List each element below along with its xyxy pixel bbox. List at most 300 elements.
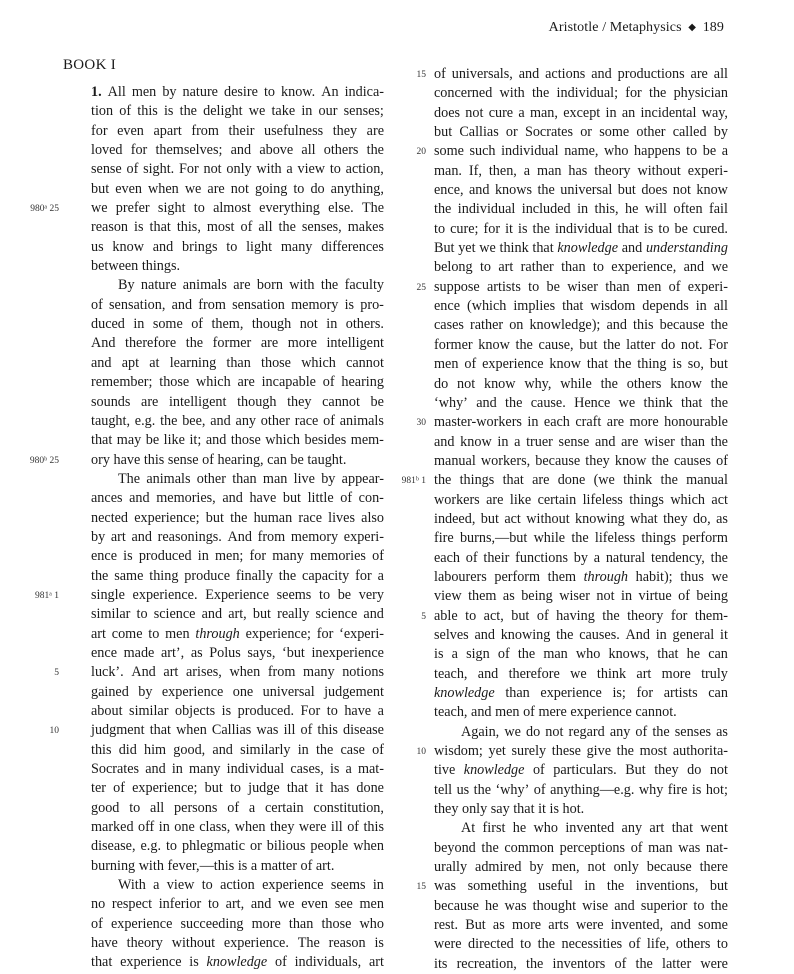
word: some: [434, 143, 464, 160]
word: class,: [199, 819, 231, 836]
word: experi-: [343, 528, 384, 545]
word: thing: [149, 567, 179, 584]
word: for: [130, 142, 148, 159]
word: the: [505, 394, 523, 411]
text-line: [434, 181, 728, 200]
word: understanding: [645, 240, 728, 257]
word: by: [162, 84, 177, 100]
text-line: [434, 316, 728, 335]
word: For: [300, 703, 321, 719]
word: do,: [692, 510, 711, 527]
word: things: [641, 530, 677, 547]
word: inferior: [158, 896, 202, 913]
word: a: [593, 549, 601, 566]
text-line: [434, 510, 728, 529]
word: And: [227, 528, 252, 545]
word: each: [434, 549, 460, 566]
word: sight: [157, 200, 186, 217]
word: without: [526, 510, 570, 527]
word: art’,: [160, 644, 185, 661]
word: but: [617, 182, 636, 199]
word: latter: [662, 955, 692, 972]
word: and: [594, 433, 616, 450]
text-line: [91, 528, 384, 547]
word: useful: [538, 878, 573, 895]
word: those: [261, 354, 291, 371]
word: in: [584, 878, 596, 895]
word: in: [301, 103, 313, 120]
word: science: [153, 606, 196, 623]
word: experience.: [223, 935, 289, 952]
word: being: [696, 588, 728, 605]
word: similarly: [240, 741, 291, 758]
word: knowing: [575, 510, 625, 527]
word: to: [129, 799, 141, 816]
word: our: [318, 103, 338, 120]
word: matter: [260, 857, 297, 874]
text-line: [91, 393, 384, 412]
text-line: [91, 741, 384, 760]
word: through: [195, 625, 240, 642]
text-line: [91, 760, 384, 779]
word: and: [152, 238, 174, 255]
word: universals,: [451, 66, 513, 82]
word: The: [361, 200, 384, 217]
word: who: [575, 646, 601, 663]
word: the: [710, 897, 728, 914]
word: ence: [91, 548, 117, 565]
word: the: [649, 85, 667, 102]
word: with: [499, 85, 525, 102]
word: nected: [91, 509, 129, 526]
word: any: [235, 412, 257, 429]
word: functions: [515, 549, 568, 566]
text-line: [91, 876, 384, 895]
word: something: [467, 878, 527, 895]
word: do: [661, 336, 676, 353]
word: desire: [224, 84, 258, 100]
word: was: [434, 878, 457, 895]
text-line: [434, 781, 728, 800]
word: objects: [174, 703, 216, 719]
word: they: [269, 819, 295, 836]
word: men: [165, 625, 190, 642]
word: fever,—this: [167, 857, 235, 874]
left-column: [29, 83, 384, 973]
word: even: [301, 896, 329, 913]
word: fire: [434, 530, 454, 547]
word: and: [201, 606, 223, 623]
word: of: [536, 607, 549, 624]
word: experience;: [134, 509, 200, 526]
word: individuals,: [294, 954, 362, 971]
word: theory: [627, 607, 664, 624]
word: of: [497, 646, 510, 663]
word: man.: [434, 162, 462, 179]
word: born: [256, 277, 283, 294]
word: universal: [560, 182, 613, 199]
word: incidental: [640, 104, 697, 121]
word: cannot.: [635, 704, 677, 721]
word: e.g.: [140, 838, 161, 855]
word: and: [606, 317, 627, 334]
word: at: [149, 354, 160, 371]
word: they: [434, 801, 459, 818]
word: do: [687, 762, 702, 779]
word: wise: [582, 897, 609, 914]
word: made: [123, 644, 155, 661]
word: that: [671, 820, 694, 837]
word: bilious: [266, 838, 306, 855]
word: memory: [290, 528, 339, 545]
word: experience: [110, 915, 173, 932]
word: not: [709, 762, 728, 779]
word: directed: [468, 936, 514, 953]
word: is: [434, 646, 444, 663]
word: many: [189, 761, 221, 778]
word: a: [377, 703, 384, 719]
word: marked: [91, 819, 134, 836]
word: so,: [687, 356, 704, 373]
word: the: [537, 182, 555, 199]
text-line: [91, 895, 384, 914]
text-line: [91, 373, 384, 392]
word: others: [675, 936, 711, 953]
word: wiser: [644, 433, 675, 450]
word: not: [596, 588, 615, 605]
word: these: [551, 743, 581, 760]
word: men;: [215, 548, 244, 565]
word: them: [468, 588, 497, 605]
word: wiser: [567, 278, 598, 295]
word: have: [344, 703, 372, 719]
word: very: [358, 586, 384, 603]
word: to: [686, 143, 698, 160]
text-line: [434, 123, 728, 142]
word: selves: [434, 626, 469, 643]
word: ‘but: [282, 644, 305, 661]
word: as: [502, 588, 515, 605]
word: nature: [140, 277, 177, 294]
right-column: [401, 65, 728, 974]
word: art: [636, 665, 652, 682]
word: differences: [321, 238, 384, 255]
word: were: [298, 819, 327, 836]
word: similar: [129, 703, 169, 719]
word: off: [138, 819, 155, 836]
word: that: [286, 780, 309, 797]
word: of: [372, 548, 384, 565]
word: pro-: [360, 296, 384, 313]
word: artists: [663, 685, 698, 701]
word: apt: [121, 354, 140, 371]
word: of: [119, 103, 132, 120]
word: recreation,: [456, 955, 517, 972]
text-line: [91, 489, 384, 508]
word: really: [277, 606, 310, 623]
word: was: [678, 839, 701, 856]
word: experience: [262, 877, 324, 894]
word: the: [434, 472, 452, 489]
word: us: [91, 238, 104, 255]
word: and: [621, 240, 643, 257]
word: burns,—but: [459, 530, 528, 547]
text-line: [434, 258, 728, 277]
word: are: [207, 180, 225, 197]
word: inexperience: [311, 644, 384, 661]
word: know: [614, 452, 647, 469]
word: cured.: [692, 220, 728, 237]
text-line: [416, 413, 728, 432]
text-line: [49, 721, 384, 740]
text-line: [434, 491, 728, 510]
word: that: [91, 954, 113, 971]
word: experience: [482, 356, 544, 373]
line-number: 15: [416, 882, 426, 893]
word: lives: [328, 509, 355, 526]
word: the: [660, 472, 678, 489]
text-line: [91, 218, 384, 237]
word: it: [505, 220, 513, 237]
word: particulars.: [553, 762, 617, 779]
word: and: [670, 917, 691, 934]
word: to: [193, 200, 205, 217]
word: good: [91, 799, 120, 816]
word: did: [118, 741, 137, 758]
word: knows: [494, 182, 533, 199]
text-line: [434, 433, 728, 452]
word: ill: [330, 819, 343, 836]
word: who: [359, 915, 384, 932]
word: judgment: [91, 722, 145, 739]
word: that: [586, 356, 609, 373]
word: their: [228, 122, 255, 139]
word: some: [599, 124, 630, 141]
word: in: [372, 877, 384, 894]
word: it: [720, 626, 728, 643]
word: those: [159, 374, 190, 391]
word: bee,: [182, 412, 206, 429]
word: and: [212, 741, 233, 758]
word: that: [532, 240, 554, 257]
word: perform: [682, 530, 728, 547]
word: and: [131, 528, 152, 545]
word: because: [535, 452, 581, 469]
word: but: [709, 356, 728, 373]
word: the: [315, 741, 334, 758]
word: labourers: [434, 568, 487, 585]
word: produced: [138, 548, 192, 565]
word: but: [205, 509, 224, 526]
text-line: [434, 723, 728, 742]
word: view: [434, 588, 462, 605]
word: in: [171, 761, 183, 778]
word: for: [355, 567, 372, 584]
word: individual;: [556, 85, 619, 102]
word: hearing: [341, 374, 384, 391]
word: not: [299, 316, 318, 333]
text-line: [91, 683, 384, 702]
word: knowledge: [206, 954, 268, 971]
text-line: [54, 663, 384, 682]
word: like: [509, 491, 532, 508]
word: Socrates: [524, 124, 574, 141]
word: is: [221, 703, 232, 719]
word: taught.: [307, 451, 347, 468]
word: a: [153, 877, 160, 894]
word: knowing: [500, 626, 551, 643]
word: there: [699, 859, 728, 876]
word: because: [659, 317, 705, 334]
word: is: [134, 219, 144, 236]
word: a: [451, 646, 458, 663]
word: latter: [626, 336, 656, 353]
word: does: [641, 182, 668, 199]
word: to: [592, 259, 604, 276]
word: man: [543, 646, 568, 663]
word: one: [174, 819, 195, 836]
text-line: [91, 779, 384, 798]
word: he: [686, 646, 701, 663]
word: And: [131, 664, 156, 681]
word: know: [478, 336, 510, 353]
word: of: [322, 374, 335, 391]
text-line: [91, 102, 384, 121]
word: anything,: [330, 180, 384, 197]
word: in: [695, 298, 707, 315]
word: was: [504, 897, 527, 914]
word: to: [329, 161, 341, 178]
word: with: [256, 161, 282, 178]
word: perform: [494, 568, 541, 585]
word: they: [654, 762, 679, 779]
word: and: [230, 142, 252, 159]
word: with: [289, 277, 315, 294]
word: they: [287, 393, 312, 410]
word: on: [509, 317, 524, 334]
word: think: [643, 394, 673, 411]
word: for: [91, 122, 108, 139]
word: they: [585, 452, 610, 469]
word: of: [202, 451, 214, 468]
word: life,: [646, 936, 670, 953]
word: tive: [434, 762, 456, 779]
word: other: [196, 470, 226, 487]
word: a: [377, 567, 384, 584]
word: without: [637, 162, 681, 179]
text-line: [434, 200, 728, 219]
word: seems: [276, 586, 312, 603]
word: For: [179, 161, 199, 178]
word: of: [227, 799, 240, 816]
line-number: 20: [416, 147, 426, 158]
word: of: [465, 549, 478, 566]
word: we: [278, 896, 295, 913]
text-line: [91, 412, 384, 431]
word: to: [263, 84, 275, 100]
word: then,: [488, 162, 517, 179]
word: than: [605, 278, 630, 295]
word: when: [229, 664, 261, 681]
word: honourable: [664, 414, 728, 431]
word: suppose: [434, 278, 480, 295]
word: belong: [434, 259, 473, 276]
word: good,: [173, 741, 206, 758]
word: learning: [169, 354, 217, 371]
word: produced.: [237, 703, 294, 719]
word: know: [696, 182, 728, 199]
word: know: [112, 238, 144, 255]
word: some: [152, 316, 183, 333]
word: through: [583, 568, 629, 585]
word: and: [477, 665, 499, 682]
word: If,: [468, 162, 482, 179]
word: called: [672, 124, 707, 141]
word: truer: [526, 433, 553, 450]
word: are: [690, 66, 708, 82]
word: admired: [475, 859, 522, 876]
word: which: [196, 374, 231, 391]
word: as: [190, 644, 203, 661]
word: many: [280, 238, 313, 255]
text-line: [35, 586, 384, 605]
word: of: [668, 278, 681, 295]
word: of: [91, 915, 103, 932]
word: a: [514, 433, 521, 450]
word: others: [323, 142, 359, 159]
word: the: [278, 567, 297, 584]
word: the: [652, 723, 670, 740]
word: certain: [537, 491, 577, 508]
word: to: [207, 896, 219, 913]
word: sensation: [232, 296, 285, 313]
word: even: [117, 122, 144, 139]
word: a: [248, 799, 256, 816]
word: is: [672, 356, 682, 373]
word: of: [678, 588, 690, 605]
word: the: [526, 955, 544, 972]
word: can: [267, 451, 287, 468]
word: to: [326, 703, 338, 719]
word: that: [657, 646, 679, 663]
word: sense: [558, 433, 590, 450]
word: do: [525, 723, 541, 740]
word: art: [163, 664, 179, 681]
word: only: [461, 801, 488, 818]
word: certain: [264, 799, 304, 816]
word: or: [250, 838, 262, 855]
word: depends: [642, 298, 689, 315]
word: sounds: [91, 393, 131, 410]
word: its: [434, 955, 448, 972]
word: be: [546, 278, 560, 295]
word: act: [504, 510, 521, 527]
word: sensation,: [109, 296, 166, 313]
text-line: [434, 220, 728, 239]
word: duced: [91, 316, 125, 333]
word: phlegmatic: [181, 838, 246, 855]
word: appear-: [341, 470, 384, 487]
word: But: [625, 762, 646, 779]
text-line: [91, 509, 384, 528]
word: in: [527, 414, 539, 431]
text-line: [434, 84, 728, 103]
word: are: [606, 414, 625, 431]
word: The: [297, 935, 320, 952]
word: hot.: [562, 801, 585, 818]
word: ence: [91, 644, 117, 661]
text-line: [30, 199, 384, 218]
